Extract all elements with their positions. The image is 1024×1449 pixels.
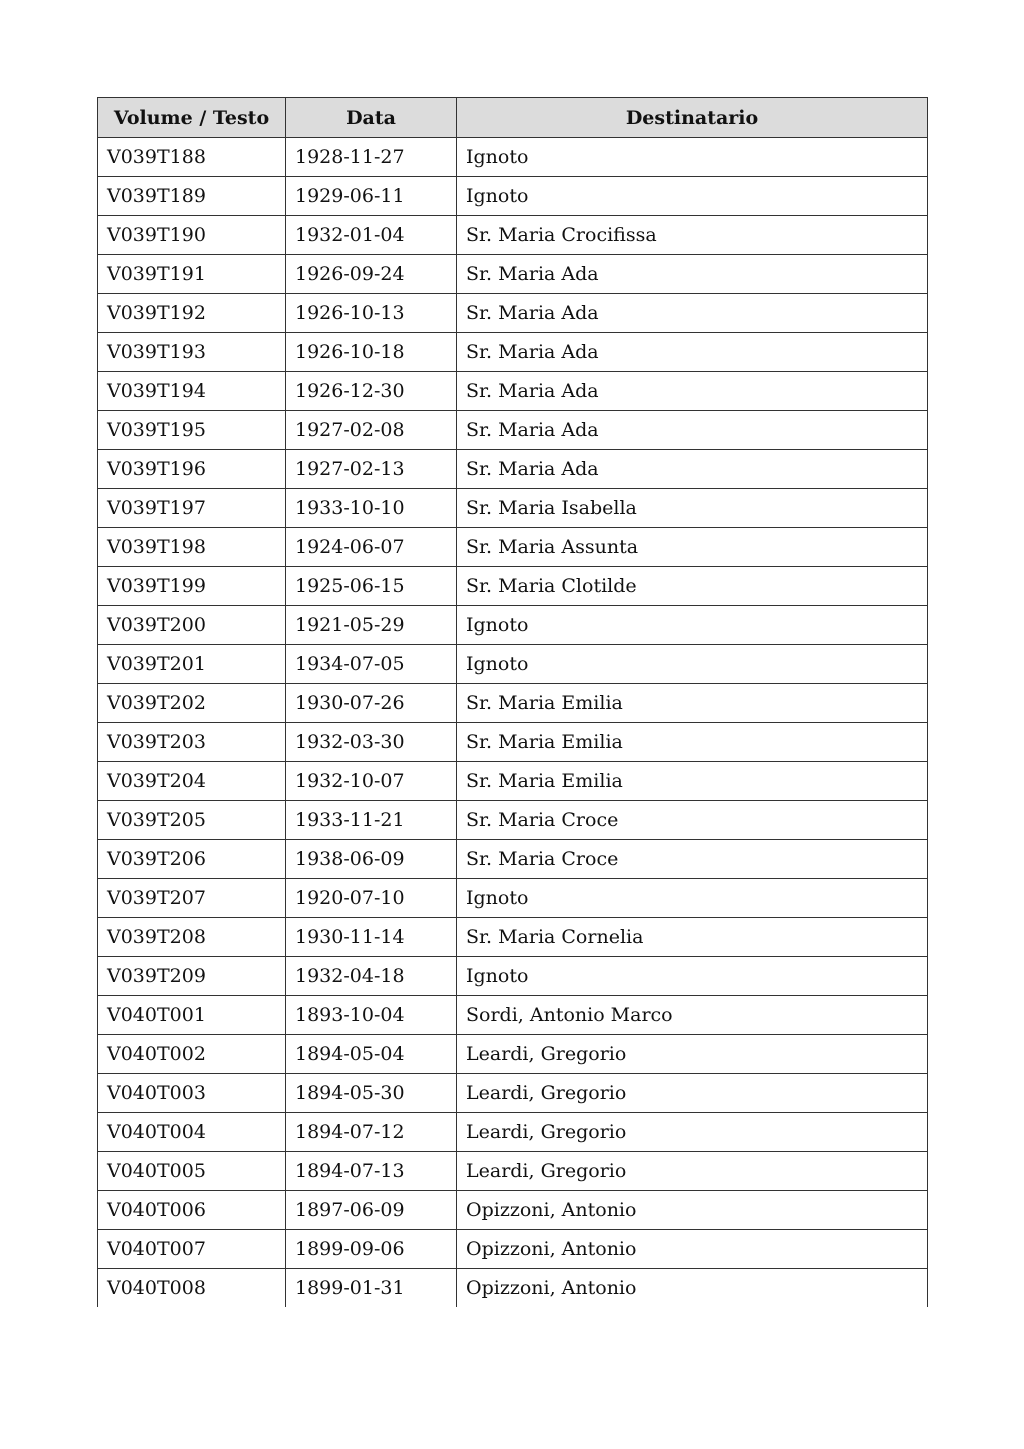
cell-data: 1932-03-30 bbox=[286, 723, 457, 762]
cell-volume-testo: V040T002 bbox=[98, 1035, 286, 1074]
cell-destinatario: Ignoto bbox=[457, 606, 928, 645]
cell-destinatario: Sr. Maria Ada bbox=[457, 411, 928, 450]
cell-destinatario: Sr. Maria Ada bbox=[457, 255, 928, 294]
cell-volume-testo: V039T197 bbox=[98, 489, 286, 528]
cell-destinatario: Sr. Maria Crocifissa bbox=[457, 216, 928, 255]
cell-volume-testo: V039T196 bbox=[98, 450, 286, 489]
cell-volume-testo: V040T003 bbox=[98, 1074, 286, 1113]
cell-destinatario: Sr. Maria Ada bbox=[457, 450, 928, 489]
cell-destinatario: Sr. Maria Emilia bbox=[457, 684, 928, 723]
cell-data: 1927-02-08 bbox=[286, 411, 457, 450]
table-row bbox=[98, 1074, 928, 1113]
cell-volume-testo: V039T207 bbox=[98, 879, 286, 918]
cell-destinatario: Sr. Maria Clotilde bbox=[457, 567, 928, 606]
table-row bbox=[98, 840, 928, 879]
table-row bbox=[98, 1191, 928, 1230]
cell-volume-testo: V039T190 bbox=[98, 216, 286, 255]
cell-volume-testo: V039T192 bbox=[98, 294, 286, 333]
cell-destinatario: Ignoto bbox=[457, 879, 928, 918]
cell-volume-testo: V039T199 bbox=[98, 567, 286, 606]
cell-destinatario: Ignoto bbox=[457, 957, 928, 996]
cell-volume-testo: V039T206 bbox=[98, 840, 286, 879]
table-row bbox=[98, 957, 928, 996]
cell-destinatario: Ignoto bbox=[457, 645, 928, 684]
cell-data: 1894-07-12 bbox=[286, 1113, 457, 1152]
cell-destinatario: Sr. Maria Assunta bbox=[457, 528, 928, 567]
table-row bbox=[98, 879, 928, 918]
cell-data: 1926-09-24 bbox=[286, 255, 457, 294]
cell-volume-testo: V040T004 bbox=[98, 1113, 286, 1152]
cell-destinatario: Leardi, Gregorio bbox=[457, 1152, 928, 1191]
cell-destinatario: Sr. Maria Ada bbox=[457, 372, 928, 411]
table-row bbox=[98, 1113, 928, 1152]
cell-volume-testo: V039T209 bbox=[98, 957, 286, 996]
cell-volume-testo: V039T203 bbox=[98, 723, 286, 762]
cell-volume-testo: V039T208 bbox=[98, 918, 286, 957]
cell-destinatario: Leardi, Gregorio bbox=[457, 1035, 928, 1074]
cell-destinatario: Ignoto bbox=[457, 177, 928, 216]
cell-destinatario: Ignoto bbox=[457, 138, 928, 177]
cell-volume-testo: V039T188 bbox=[98, 138, 286, 177]
table-row bbox=[98, 1269, 928, 1308]
table-row bbox=[98, 216, 928, 255]
cell-volume-testo: V040T007 bbox=[98, 1230, 286, 1269]
cell-destinatario: Sr. Maria Emilia bbox=[457, 723, 928, 762]
table-row bbox=[98, 528, 928, 567]
cell-volume-testo: V039T198 bbox=[98, 528, 286, 567]
cell-volume-testo: V039T205 bbox=[98, 801, 286, 840]
cell-data: 1894-07-13 bbox=[286, 1152, 457, 1191]
cell-volume-testo: V040T006 bbox=[98, 1191, 286, 1230]
table-row bbox=[98, 801, 928, 840]
table-row bbox=[98, 489, 928, 528]
cell-data: 1934-07-05 bbox=[286, 645, 457, 684]
cell-data: 1928-11-27 bbox=[286, 138, 457, 177]
table-row bbox=[98, 684, 928, 723]
table-header-row bbox=[98, 98, 928, 138]
cell-data: 1932-10-07 bbox=[286, 762, 457, 801]
letters-table bbox=[97, 97, 928, 1307]
cell-data: 1930-07-26 bbox=[286, 684, 457, 723]
cell-destinatario: Sr. Maria Ada bbox=[457, 333, 928, 372]
column-header-destinatario: Destinatario bbox=[457, 98, 928, 138]
cell-destinatario: Opizzoni, Antonio bbox=[457, 1230, 928, 1269]
table-row bbox=[98, 177, 928, 216]
cell-volume-testo: V039T204 bbox=[98, 762, 286, 801]
cell-volume-testo: V040T008 bbox=[98, 1269, 286, 1308]
table-row bbox=[98, 138, 928, 177]
cell-destinatario: Sr. Maria Croce bbox=[457, 801, 928, 840]
table-row bbox=[98, 333, 928, 372]
cell-data: 1926-12-30 bbox=[286, 372, 457, 411]
cell-data: 1933-10-10 bbox=[286, 489, 457, 528]
cell-data: 1899-09-06 bbox=[286, 1230, 457, 1269]
cell-data: 1930-11-14 bbox=[286, 918, 457, 957]
column-header-volume-testo: Volume / Testo bbox=[98, 98, 286, 138]
cell-data: 1926-10-18 bbox=[286, 333, 457, 372]
cell-data: 1924-06-07 bbox=[286, 528, 457, 567]
cell-destinatario: Sr. Maria Isabella bbox=[457, 489, 928, 528]
cell-data: 1894-05-30 bbox=[286, 1074, 457, 1113]
cell-volume-testo: V040T001 bbox=[98, 996, 286, 1035]
table-row bbox=[98, 450, 928, 489]
table-row bbox=[98, 1035, 928, 1074]
cell-volume-testo: V039T202 bbox=[98, 684, 286, 723]
table-row bbox=[98, 762, 928, 801]
cell-destinatario: Opizzoni, Antonio bbox=[457, 1191, 928, 1230]
table-row bbox=[98, 372, 928, 411]
cell-data: 1938-06-09 bbox=[286, 840, 457, 879]
cell-volume-testo: V039T189 bbox=[98, 177, 286, 216]
table-body bbox=[98, 138, 928, 1308]
cell-volume-testo: V039T191 bbox=[98, 255, 286, 294]
table-row bbox=[98, 996, 928, 1035]
cell-data: 1897-06-09 bbox=[286, 1191, 457, 1230]
cell-data: 1927-02-13 bbox=[286, 450, 457, 489]
cell-data: 1920-07-10 bbox=[286, 879, 457, 918]
cell-volume-testo: V039T193 bbox=[98, 333, 286, 372]
table-row bbox=[98, 918, 928, 957]
cell-destinatario: Sr. Maria Croce bbox=[457, 840, 928, 879]
cell-data: 1926-10-13 bbox=[286, 294, 457, 333]
cell-destinatario: Sr. Maria Cornelia bbox=[457, 918, 928, 957]
cell-data: 1932-01-04 bbox=[286, 216, 457, 255]
table-row bbox=[98, 606, 928, 645]
table-row bbox=[98, 723, 928, 762]
cell-destinatario: Sr. Maria Emilia bbox=[457, 762, 928, 801]
table-row bbox=[98, 645, 928, 684]
table-row bbox=[98, 567, 928, 606]
cell-volume-testo: V039T194 bbox=[98, 372, 286, 411]
table-row bbox=[98, 1152, 928, 1191]
table-row bbox=[98, 255, 928, 294]
cell-data: 1932-04-18 bbox=[286, 957, 457, 996]
table-row bbox=[98, 411, 928, 450]
cell-destinatario: Opizzoni, Antonio bbox=[457, 1269, 928, 1308]
table-row bbox=[98, 1230, 928, 1269]
cell-data: 1899-01-31 bbox=[286, 1269, 457, 1308]
cell-volume-testo: V039T201 bbox=[98, 645, 286, 684]
cell-volume-testo: V039T200 bbox=[98, 606, 286, 645]
cell-data: 1893-10-04 bbox=[286, 996, 457, 1035]
cell-data: 1921-05-29 bbox=[286, 606, 457, 645]
cell-volume-testo: V040T005 bbox=[98, 1152, 286, 1191]
cell-destinatario: Sordi, Antonio Marco bbox=[457, 996, 928, 1035]
cell-data: 1894-05-04 bbox=[286, 1035, 457, 1074]
cell-volume-testo: V039T195 bbox=[98, 411, 286, 450]
column-header-data: Data bbox=[286, 98, 457, 138]
cell-data: 1929-06-11 bbox=[286, 177, 457, 216]
cell-destinatario: Leardi, Gregorio bbox=[457, 1074, 928, 1113]
table-row bbox=[98, 294, 928, 333]
cell-destinatario: Leardi, Gregorio bbox=[457, 1113, 928, 1152]
cell-data: 1925-06-15 bbox=[286, 567, 457, 606]
cell-data: 1933-11-21 bbox=[286, 801, 457, 840]
cell-destinatario: Sr. Maria Ada bbox=[457, 294, 928, 333]
